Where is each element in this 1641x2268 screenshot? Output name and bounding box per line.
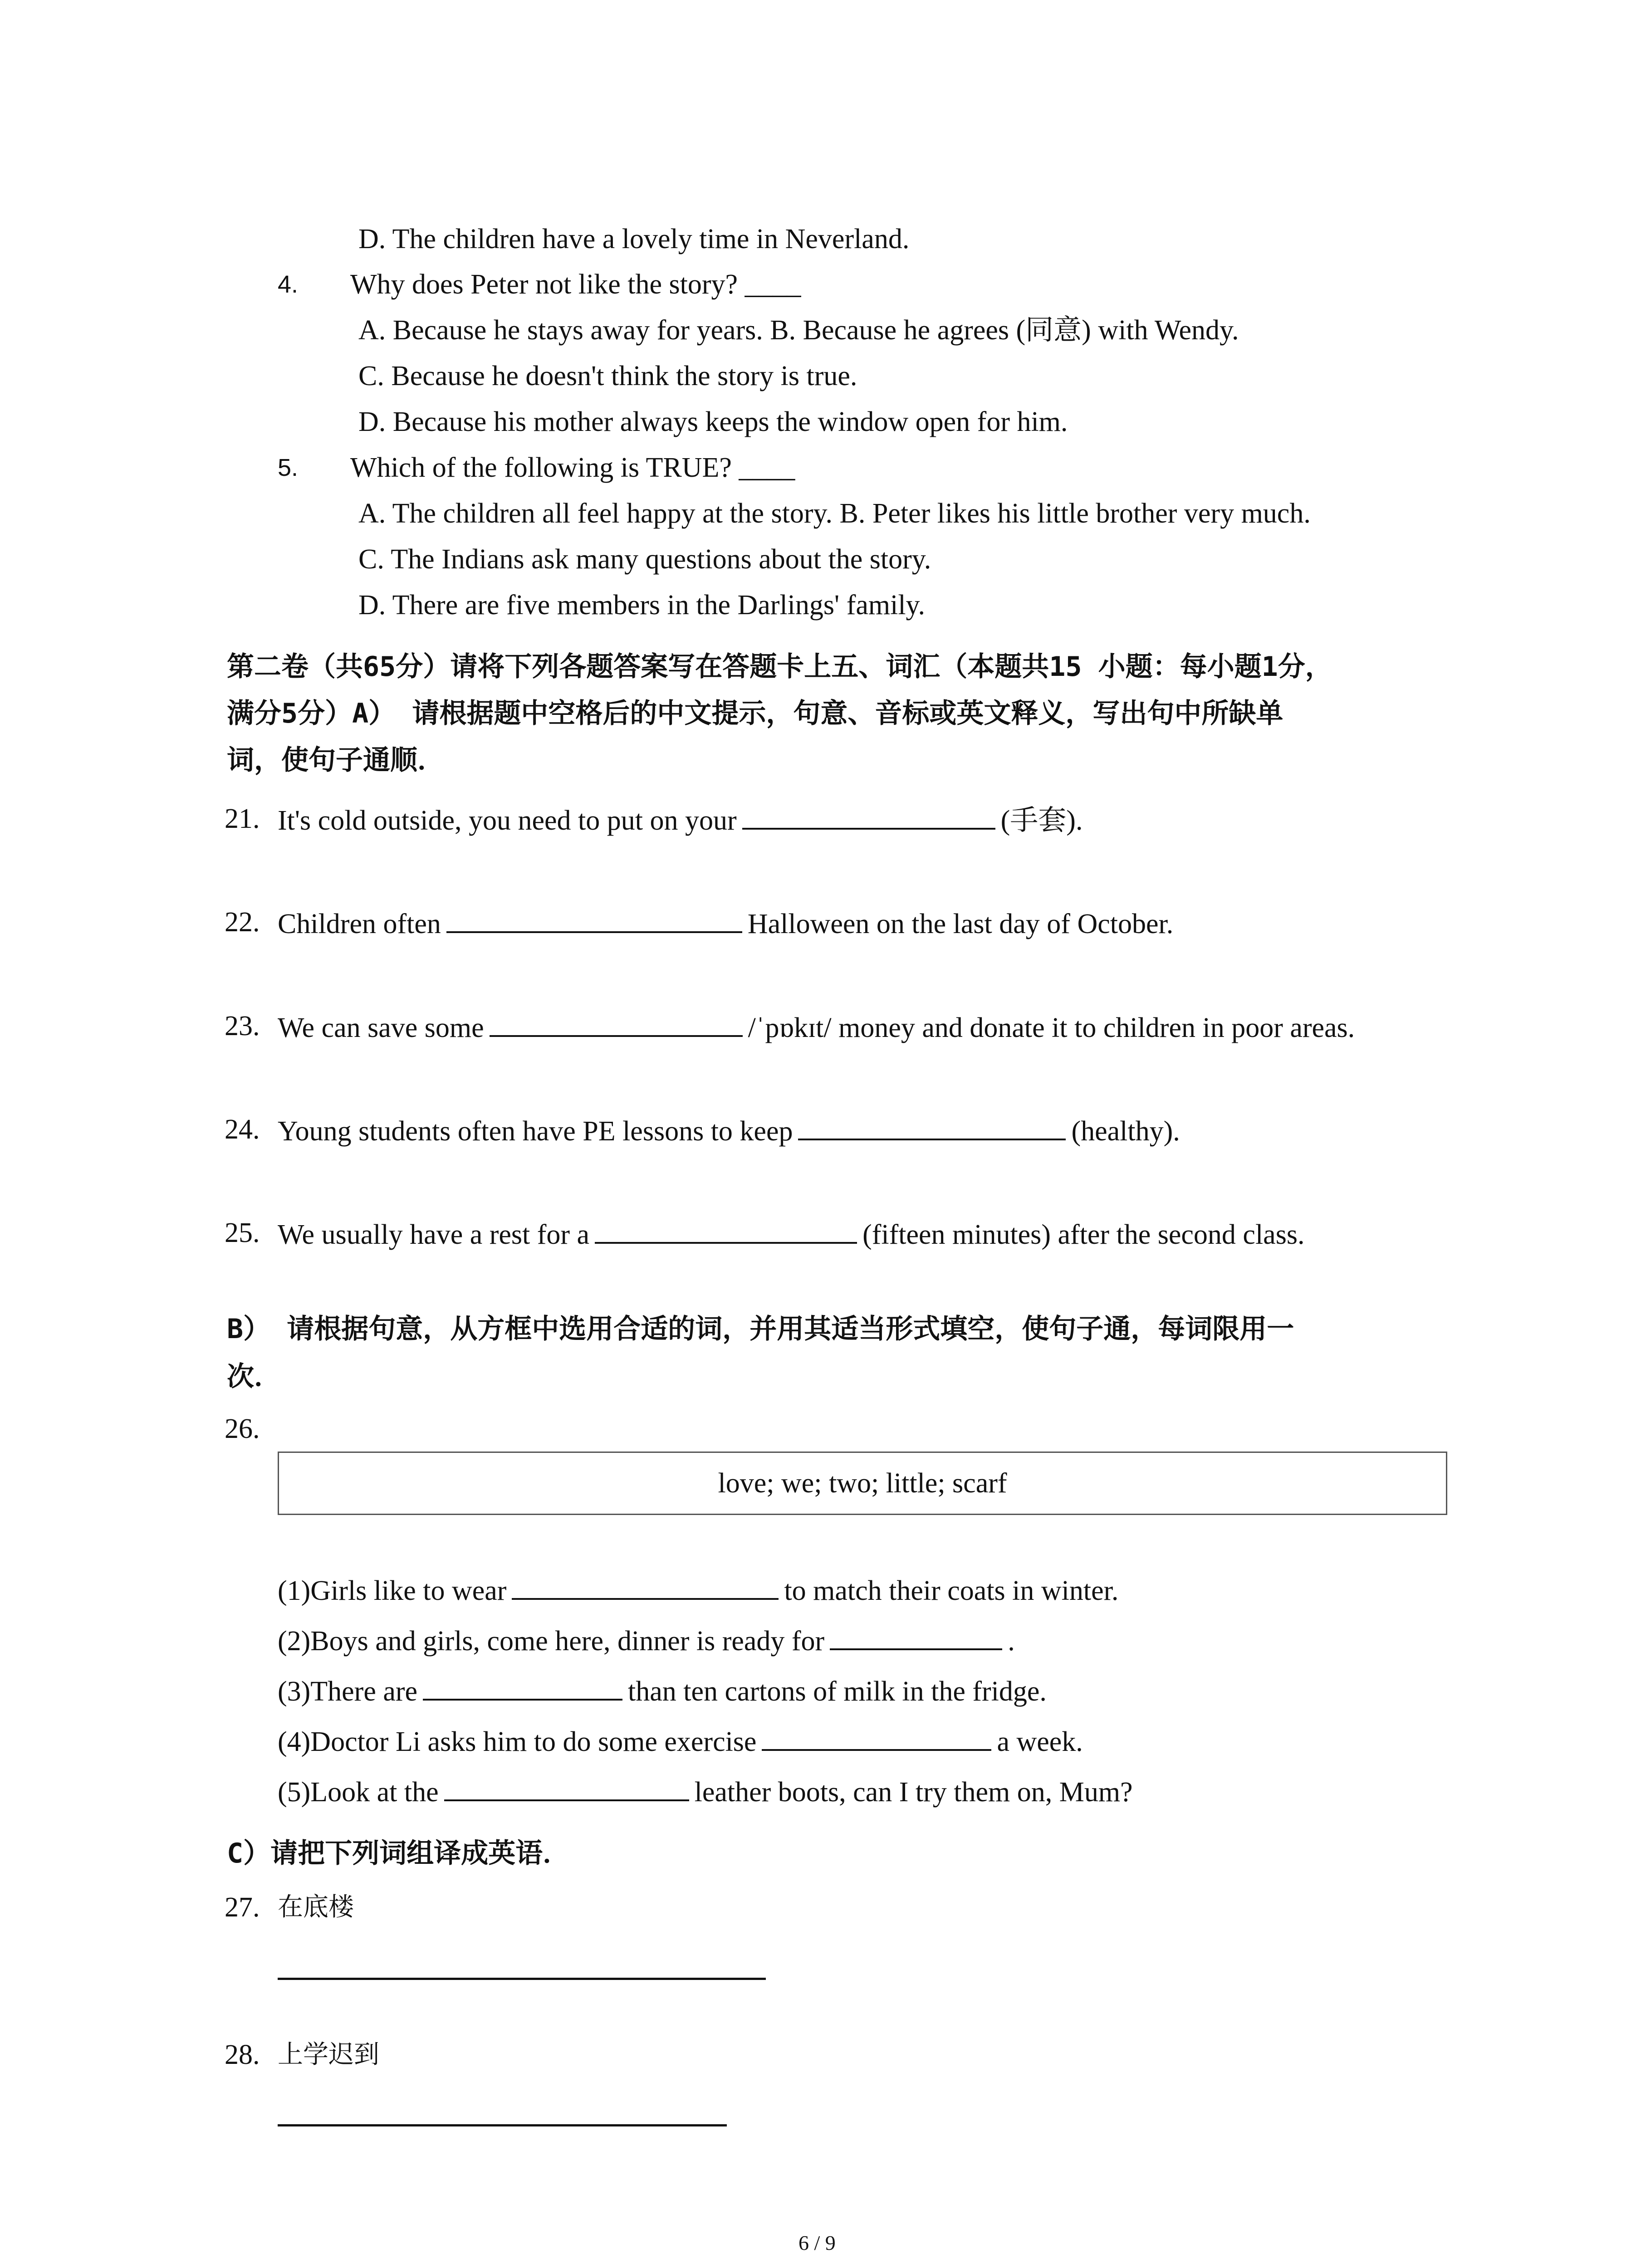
q22-text-after: Halloween on the last day of October. bbox=[747, 909, 1174, 939]
q26-4-text-before: (4)Doctor Li asks him to do some exercise bbox=[278, 1726, 757, 1757]
q27-number: 27. bbox=[225, 1892, 260, 1923]
q28-answer-line[interactable] bbox=[278, 2124, 727, 2126]
q3-option-d: D. The children have a lovely time in Neverland. bbox=[358, 224, 910, 254]
q21-sentence bbox=[278, 801, 1083, 839]
q22-text-before: Children often bbox=[278, 909, 441, 939]
q4-option-d: D. Because his mother always keeps the window open for him. bbox=[358, 406, 1068, 437]
q24-answer-blank[interactable] bbox=[798, 1111, 1066, 1140]
page-number: 6 / 9 bbox=[798, 2231, 836, 2254]
q21-text-after: (手套). bbox=[1000, 805, 1083, 836]
q5-option-ab: A. The children all feel happy at the story. B. Peter likes his little brother very much. bbox=[358, 498, 1311, 529]
q25-sentence bbox=[278, 1215, 1304, 1253]
q26-2-text-after: . bbox=[1008, 1626, 1015, 1657]
word-box bbox=[278, 1452, 1447, 1515]
q5-stem: Which of the following is TRUE? ____ bbox=[350, 452, 795, 483]
q23-number: 23. bbox=[225, 1011, 260, 1041]
q27-text: 在底楼 bbox=[278, 1892, 354, 1922]
q24-number: 24. bbox=[225, 1114, 260, 1145]
q26-item-4 bbox=[278, 1722, 1083, 1760]
q21-text-before: It's cold outside, you need to put on your bbox=[278, 805, 737, 836]
q28-number: 28. bbox=[225, 2039, 260, 2070]
section-b-heading-line1: B） 请根据句意，从方框中选用合适的词，并用其适当形式填空，使句子通，每词限用一 bbox=[227, 1313, 1294, 1345]
section-b-heading-line2: 次． bbox=[227, 1361, 281, 1393]
part2-heading-line2: 满分5分）A） 请根据题中空格后的中文提示，句意、音标或英文释义，写出句中所缺单 bbox=[227, 698, 1283, 729]
q23-answer-blank[interactable] bbox=[490, 1008, 743, 1037]
q4-number: 4. bbox=[278, 271, 299, 298]
q26-1-text-before: (1)Girls like to wear bbox=[278, 1575, 507, 1606]
q21-answer-blank[interactable] bbox=[742, 801, 995, 830]
q5-option-d: D. There are five members in the Darlings' family. bbox=[358, 590, 926, 621]
q4-option-ab: A. Because he stays away for years. B. Because he agrees (同意) with Wendy. bbox=[358, 315, 1239, 346]
part2-heading-line1: 第二卷（共65分）请将下列各题答案写在答题卡上五、词汇（本题共15 小题：每小题1分， bbox=[227, 651, 1332, 683]
q26-5-text-after: leather boots, can I try them on, Mum? bbox=[694, 1777, 1133, 1808]
word-box-text: love; we; two; little; scarf bbox=[718, 1467, 1007, 1499]
q22-answer-blank[interactable] bbox=[446, 904, 742, 933]
section-c-heading: C）请把下列词组译成英语． bbox=[227, 1838, 570, 1869]
q26-item-3 bbox=[278, 1672, 1047, 1710]
q26-2-text-before: (2)Boys and girls, come here, dinner is ready for bbox=[278, 1626, 825, 1657]
q26-4-answer-blank[interactable] bbox=[762, 1722, 991, 1751]
q28-text: 上学迟到 bbox=[278, 2040, 379, 2069]
q24-text-after: (healthy). bbox=[1071, 1116, 1180, 1147]
q26-5-answer-blank[interactable] bbox=[444, 1772, 689, 1801]
q5-number: 5. bbox=[278, 454, 299, 481]
q26-1-answer-blank[interactable] bbox=[512, 1571, 779, 1600]
q23-text-before: We can save some bbox=[278, 1012, 484, 1043]
q26-5-text-before: (5)Look at the bbox=[278, 1777, 439, 1808]
q4-option-c: C. Because he doesn't think the story is true. bbox=[358, 361, 857, 391]
q26-1-text-after: to match their coats in winter. bbox=[784, 1575, 1119, 1606]
q26-3-answer-blank[interactable] bbox=[423, 1672, 622, 1701]
q23-sentence bbox=[278, 1008, 1355, 1046]
q5-option-c: C. The Indians ask many questions about the story. bbox=[358, 544, 931, 575]
q27-answer-line[interactable] bbox=[278, 1978, 766, 1980]
q25-text-after: (fifteen minutes) after the second class. bbox=[862, 1219, 1305, 1250]
q21-number: 21. bbox=[225, 803, 260, 834]
q26-item-1 bbox=[278, 1571, 1118, 1609]
q26-3-text-before: (3)There are bbox=[278, 1676, 418, 1707]
q26-2-answer-blank[interactable] bbox=[830, 1621, 1002, 1650]
q4-stem: Why does Peter not like the story? ____ bbox=[350, 269, 801, 300]
part2-heading-line3: 词，使句子通顺． bbox=[227, 744, 445, 776]
q22-number: 22. bbox=[225, 907, 260, 938]
q24-sentence bbox=[278, 1111, 1180, 1149]
q26-number: 26. bbox=[225, 1413, 260, 1444]
q26-item-5 bbox=[278, 1772, 1133, 1810]
q26-3-text-after: than ten cartons of milk in the fridge. bbox=[628, 1676, 1047, 1707]
q22-sentence bbox=[278, 904, 1173, 942]
q24-text-before: Young students often have PE lessons to keep bbox=[278, 1116, 793, 1147]
q25-text-before: We usually have a rest for a bbox=[278, 1219, 590, 1250]
q25-answer-blank[interactable] bbox=[595, 1215, 857, 1244]
q25-number: 25. bbox=[225, 1217, 260, 1248]
q26-4-text-after: a week. bbox=[997, 1726, 1083, 1757]
q23-text-after: /ˈpɒkɪt/ money and donate it to children in poor areas. bbox=[748, 1012, 1355, 1043]
q26-item-2 bbox=[278, 1621, 1015, 1659]
